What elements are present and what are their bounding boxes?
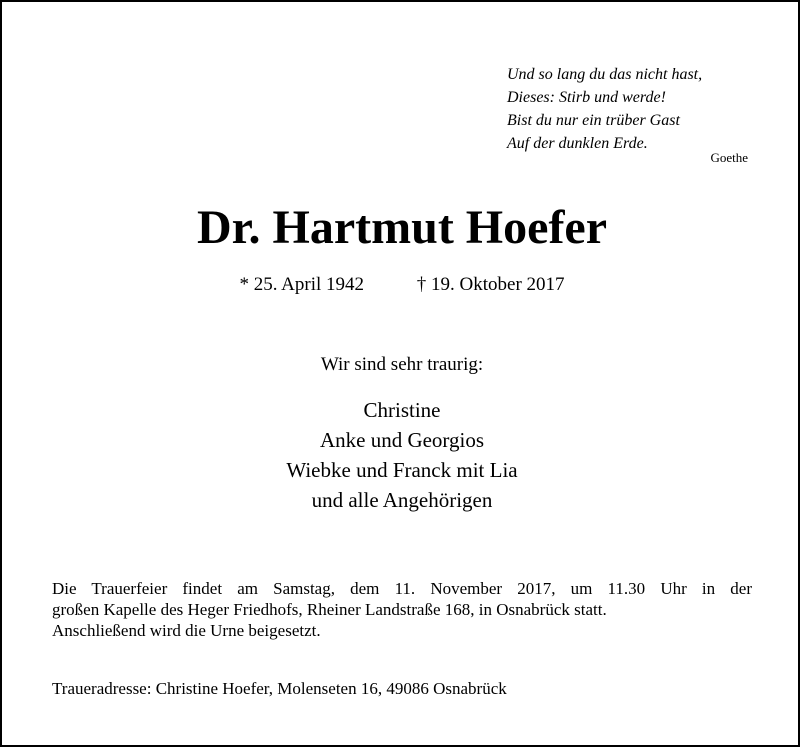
poem-line: Bist du nur ein trüber Gast: [507, 112, 680, 129]
mourner-name: Anke und Georgios: [319, 428, 485, 452]
mourner-name: und alle Angehörigen: [311, 488, 493, 512]
mourner-name: Christine: [363, 398, 441, 422]
poem-author: Goethe: [710, 150, 748, 165]
poem-quote: [507, 63, 702, 155]
death-date: † 19. Oktober 2017: [416, 274, 565, 295]
poem-line: Dieses: Stirb und werde!: [507, 89, 666, 106]
service-line: Anschließend wird die Urne beigesetzt.: [52, 621, 321, 640]
birth-date: * 25. April 1942: [239, 274, 365, 295]
funeral-service-info: [52, 578, 752, 641]
poem-line: Und so lang du das nicht hast,: [507, 66, 703, 83]
mourning-address: Traueradresse: Christine Hoefer, Molenseten 16, 49086 Osnabrück: [52, 679, 507, 698]
life-dates: [2, 272, 800, 298]
deceased-name: Dr. Hartmut Hoefer: [196, 201, 608, 254]
poem-line: Auf der dunklen Erde.: [507, 135, 648, 152]
mourning-intro: Wir sind sehr traurig:: [320, 354, 484, 375]
mourners-list: [2, 395, 800, 515]
service-line: Die Trauerfeier findet am Samstag, dem 11. November 2017, um 11.30 Uhr in der: [52, 579, 752, 598]
mourner-name: Wiebke und Franck mit Lia: [286, 458, 518, 482]
service-line: großen Kapelle des Heger Friedhofs, Rheiner Landstraße 168, in Osnabrück statt.: [52, 600, 607, 619]
